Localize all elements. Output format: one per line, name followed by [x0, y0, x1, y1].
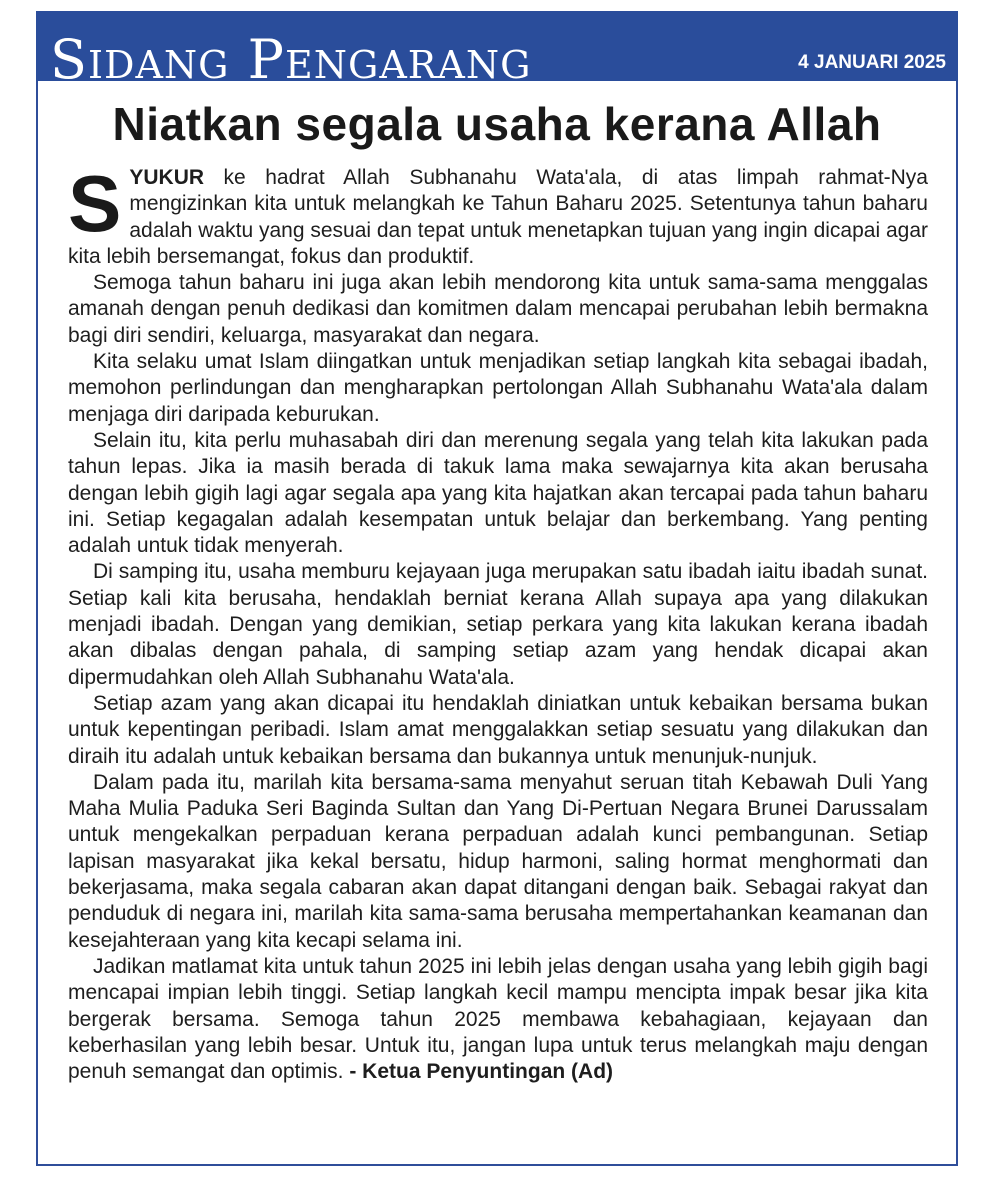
paragraph-text: Jadikan matlamat kita untuk tahun 2025 ini lebih jelas dengan usaha yang lebih gigih bagi mencapai impian lebih tinggi. Setiap langkah kecil mampu mencipta impak besar jika kita bergerak bersama. Semoga tahun 2025 membawa kebahagiaan, kejayaan dan keberhasilan yang lebih besar. Untuk itu, jangan lupa untuk terus melangkah maju dengan penuh semangat dan optimis. — [68, 954, 928, 1084]
article-paragraph: Selain itu, kita perlu muhasabah diri dan merenung segala yang telah kita lakukan pada tahun lepas. Jika ia masih berada di takuk lama maka sewajarnya kita akan berusaha dengan lebih gigih lagi agar segala apa yang kita hajatkan akan tercapai pada tahun baharu ini. Setiap kegagalan adalah kesempatan untuk belajar dan berkembang. Yang penting adalah untuk tidak menyerah. — [68, 428, 928, 558]
drop-cap: S — [68, 159, 122, 248]
article-paragraph — [68, 954, 928, 1085]
article-paragraph — [68, 159, 928, 270]
paragraph-text: ke hadrat Allah Subhanahu Wata'ala, di atas limpah rahmat-Nya mengizinkan kita untuk melangkah ke Tahun Baharu 2025. Setentunya tahun baharu adalah waktu yang sesuai dan tepat untuk menetapkan tujuan yang ingin dicapai agar kita lebih bersemangat, fokus dan produktif. — [68, 166, 928, 268]
lead-word: YUKUR — [129, 166, 205, 189]
article-paragraph: Kita selaku umat Islam diingatkan untuk menjadikan setiap langkah kita sebagai ibadah, memohon perlindungan dan mengharapkan pertolongan Allah Subhanahu Wata'ala dalam menjaga diri daripada keburukan. — [68, 350, 928, 426]
section-banner — [36, 11, 958, 81]
article-body — [68, 159, 928, 1085]
author-signature: - Ketua Penyuntingan (Ad) — [349, 1060, 614, 1084]
article-headline: Niatkan segala usaha kerana Allah — [112, 98, 882, 150]
section-title: Sidang Pengarang — [50, 28, 532, 81]
issue-date: 4 JANUARI 2025 — [798, 52, 946, 73]
article-paragraph: Setiap azam yang akan dicapai itu hendaklah diniatkan untuk kebaikan bersama bukan untuk kepentingan peribadi. Islam amat menggalakkan setiap sesuatu yang dilakukan dan diraih itu adalah untuk kebaikan bersama dan bukannya untuk menunjuk-nunjuk. — [68, 691, 928, 768]
article-paragraph: Dalam pada itu, marilah kita bersama-sama menyahut seruan titah Kebawah Duli Yang Maha Mulia Paduka Seri Baginda Sultan dan Yang Di-Pertuan Negara Brunei Darussalam untuk mengekalkan perpaduan kerana perpaduan adalah kunci pembangunan. Setiap lapisan masyarakat jika kekal bersatu, hidup harmoni, saling hormat menghormati dan bekerjasama, maka segala cabaran akan dapat ditangani dengan baik. Sebagai rakyat dan penduduk di negara ini, marilah kita sama-sama berusaha mempertahankan keamanan dan kesejahteraan yang kita kecapi selama ini. — [68, 770, 928, 952]
article-paragraph: Di samping itu, usaha memburu kejayaan juga merupakan satu ibadah iaitu ibadah sunat. Setiap kali kita berusaha, hendaklah berniat kerana Allah supaya apa yang dilakukan menjadi ibadah. Dengan yang demikian, setiap perkara yang kita lakukan kerana ibadah akan dibalas dengan pahala, di samping setiap azam yang hendak dicapai akan dipermudahkan oleh Allah Subhanahu Wata'ala. — [68, 560, 928, 689]
article-paragraph: Semoga tahun baharu ini juga akan lebih mendorong kita untuk sama-sama menggalas amanah dengan penuh dedikasi dan komitmen dalam mencapai perubahan lebih bermakna bagi diri sendiri, keluarga, masyarakat dan negara. — [68, 271, 928, 347]
